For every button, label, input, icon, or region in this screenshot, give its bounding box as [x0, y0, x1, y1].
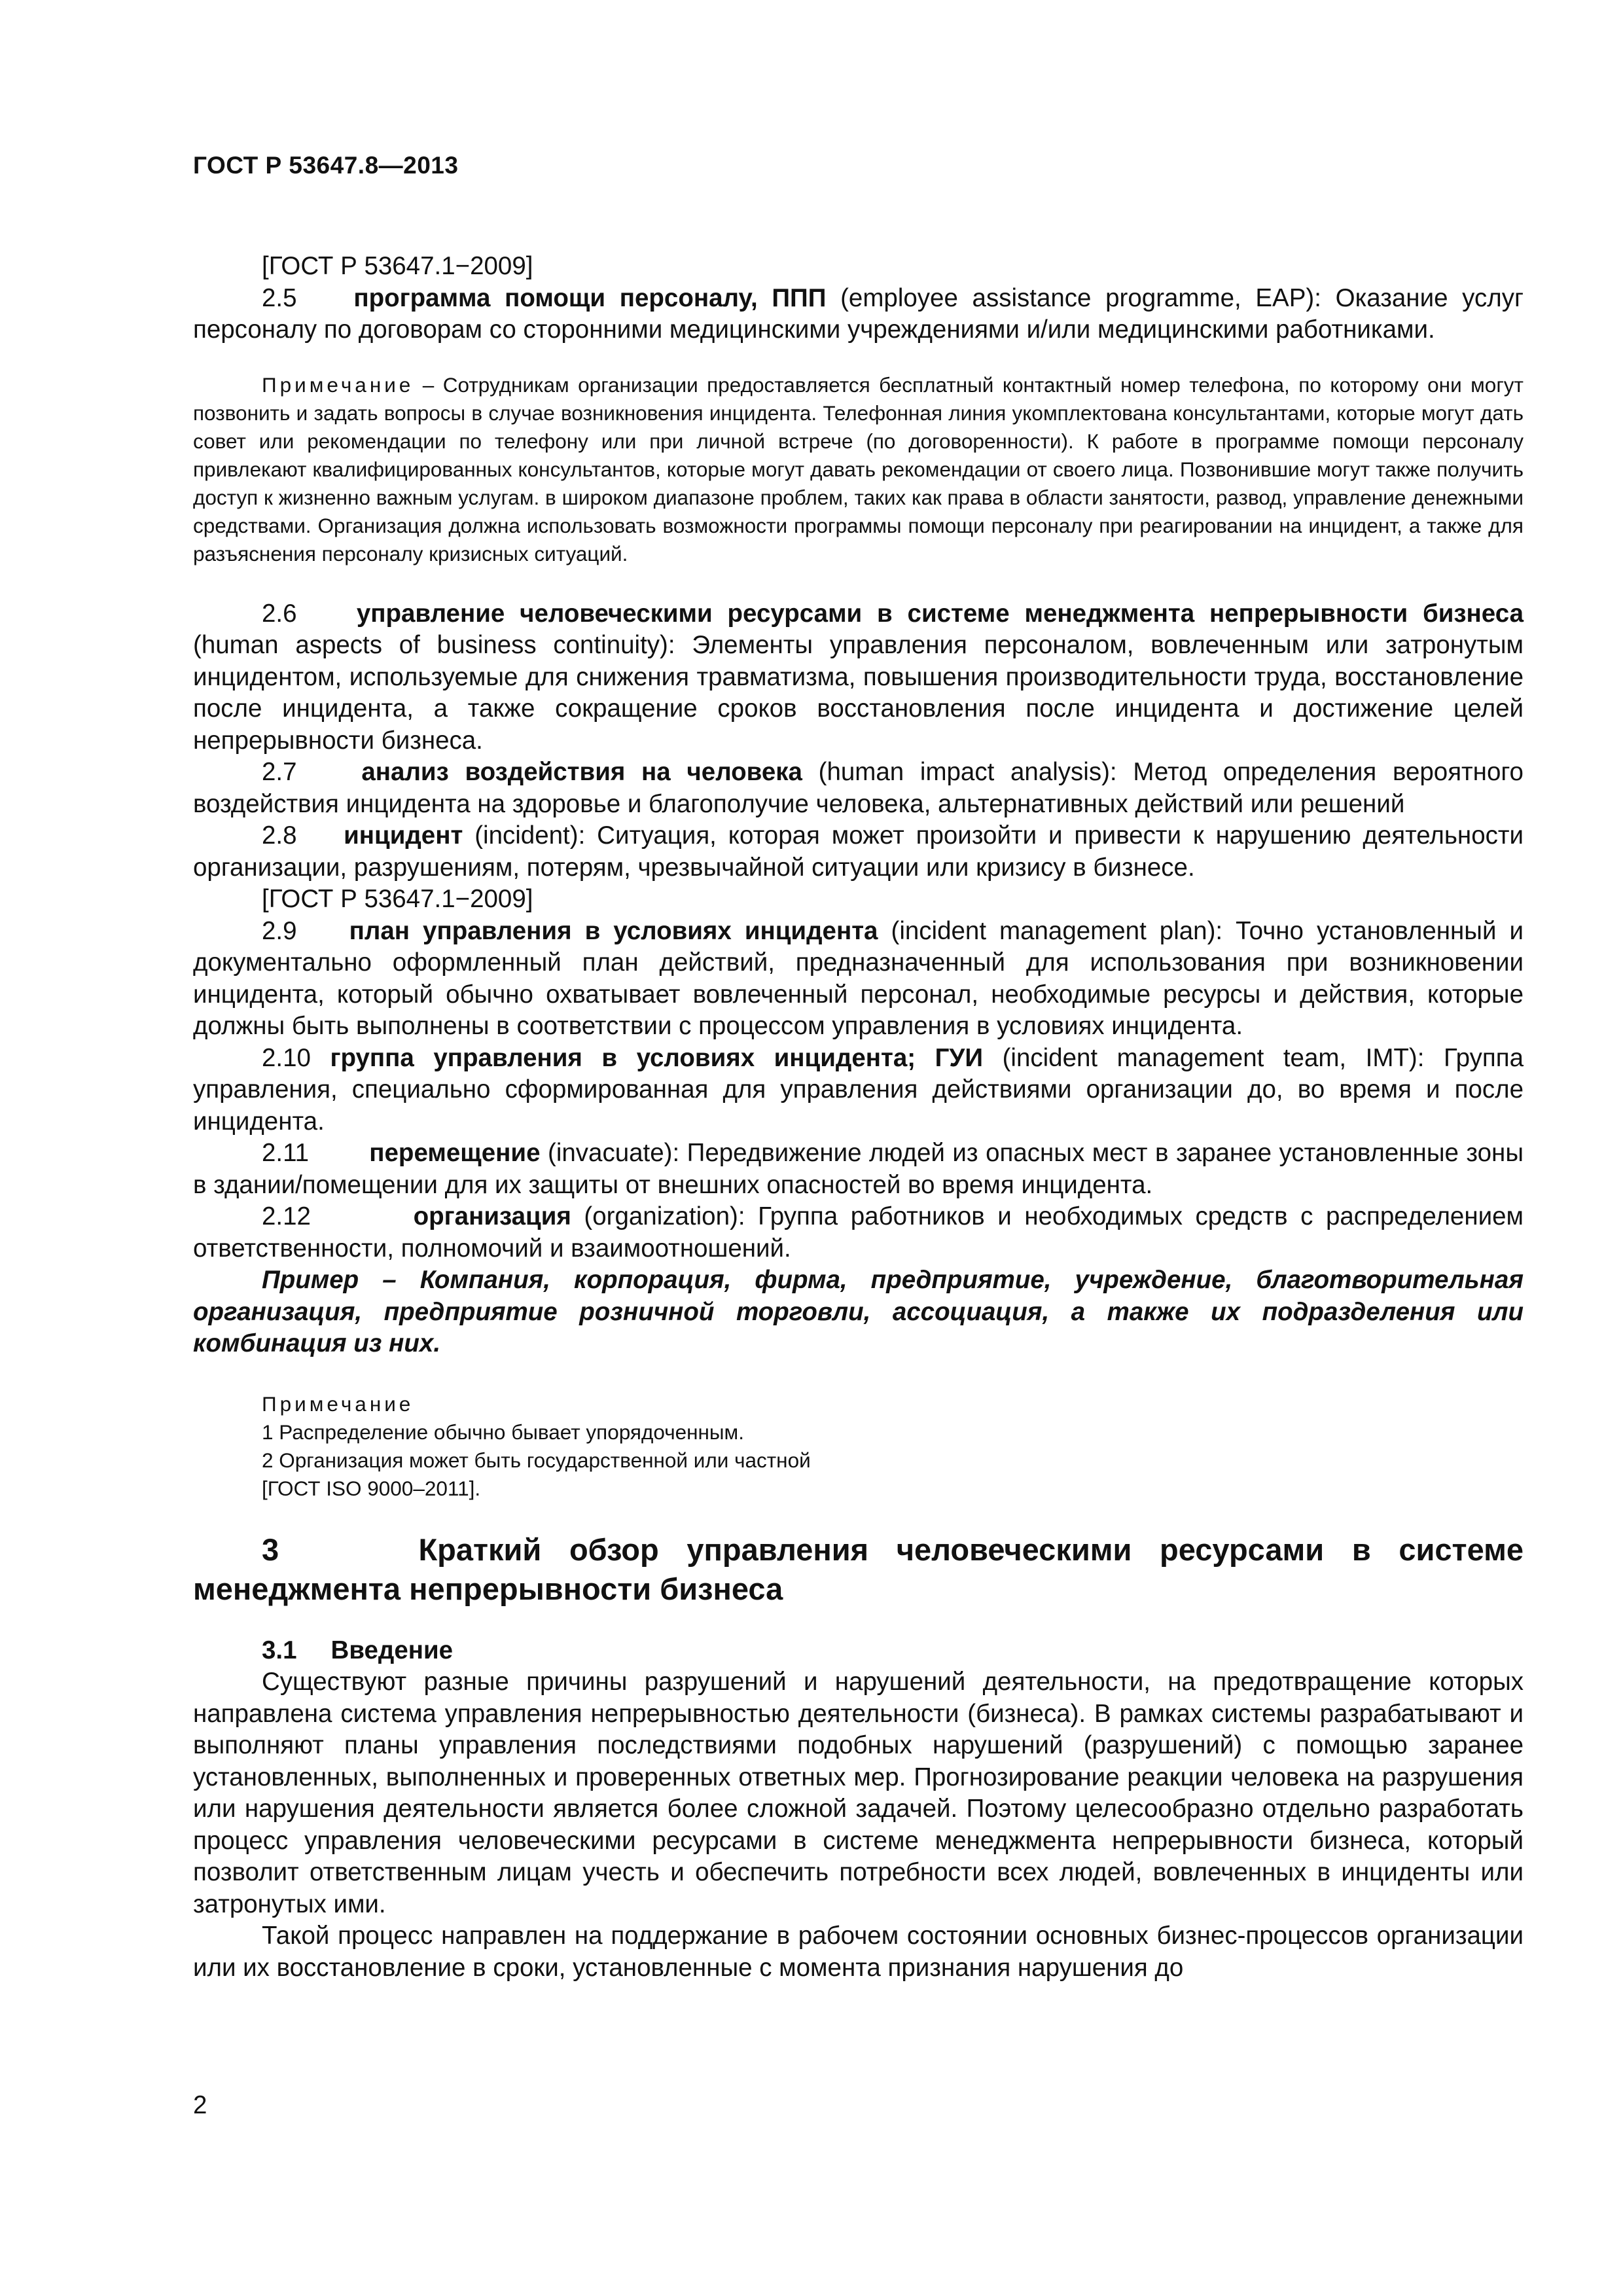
clause-number: 2.7: [262, 758, 297, 786]
definition-2-9: [193, 916, 1524, 1043]
defined-term: управление человеческими ресурсами в системе менеджмента непрерывности бизнеса: [356, 599, 1524, 628]
definition-text: (human aspects of business continuity): Элементы управления персоналом, вовлеченным или затронутым инцидентом, используемые для снижения травматизма, повышения производительности труда, восстановление после инцидента, а также сокращение сроков восстановления после инцидента и достижение целей непрерывности бизнеса.: [193, 631, 1524, 755]
section-3-heading: [193, 1530, 1524, 1609]
reference-citation: [ГОСТ Р 53647.1−2009]: [262, 252, 533, 280]
paragraph-3-1-b: Такой процесс направлен на поддержание в рабочем состоянии основных бизнес-процессов организации или их восстановление в сроки, установленные с момента признания нарушения до: [193, 1922, 1524, 1982]
definition-text: (incident management team, IMT): Группа управления, специально сформированная для управления действиями организации до, во время и после инцидента.: [193, 1043, 1524, 1136]
note-2-5: [193, 371, 1524, 568]
subsection-number: 3.1: [262, 1636, 297, 1664]
note-reference: [ГОСТ ISO 9000–2011].: [262, 1476, 481, 1500]
clause-number: 2.12: [262, 1202, 311, 1230]
page-number: 2: [193, 2091, 207, 2119]
definition-2-6: [193, 598, 1524, 757]
note-text: – Сотрудникам организации предоставляется бесплатный контактный номер телефона, по которому они могут позвонить и задать вопросы в случае возникновения инцидента. Телефонная линия укомплектована консультантами, которые могут дать совет или рекомендации по телефону или при личной встрече (по договоренности). К работе в программе помощи персоналу привлекают квалифицированных консультантов, которые могут давать рекомендации от своего лица. Позвонившие могут также получить доступ к жизненно важным услугам. в широком диапазоне проблем, таких как права в области занятости, развод, управление денежными средствами. Организация должна использовать возможности программы помощи персоналу при реагировании на инцидент, а также для разъяснения персоналу кризисных ситуаций.: [193, 372, 1524, 565]
example-2-12: Пример – Компания, корпорация, фирма, предприятие, учреждение, благотворительная организация, предприятие розничной торговли, ассоциация, а также их подразделения или комбинация из них.: [193, 1266, 1524, 1357]
note-label: Примечание: [262, 372, 414, 397]
note-label: Примечание: [262, 1391, 414, 1416]
clause-number: 2.10: [262, 1043, 311, 1072]
defined-term: инцидент: [344, 821, 463, 850]
paragraph-3-1-a: Существуют разные причины разрушений и нарушений деятельности, на предотвращение которых направлена система управления непрерывностью деятельности (бизнеса). В рамках системы разрабатывают и выполняют планы управления последствиями подобных нарушений (разрушений) с помощью заранее установленных, выполненных и проверенных ответных мер. Прогнозирование реакции человека на разрушения или нарушения деятельности является более сложной задачей. Поэтому целесообразно отдельно разработать процесс управления человеческими ресурсами в системе менеджмента непрерывности бизнеса, который позволит ответственным лицам учесть и обеспечить потребности всех людей, вовлеченных в инциденты или затронутых ими.: [193, 1668, 1524, 1918]
document-body: [193, 251, 1524, 1984]
definition-2-7: [193, 757, 1524, 820]
definition-text: (organization): Группа работников и необходимых средств с распределением ответственности, полномочий и взаимоотношений.: [193, 1202, 1524, 1263]
defined-term: план управления в условиях инцидента: [349, 916, 878, 945]
note-item-1: 1 Распределение обычно бывает упорядоченным.: [262, 1420, 744, 1444]
reference-citation: [ГОСТ Р 53647.1−2009]: [262, 885, 533, 913]
definition-text: (incident management plan): Точно установленный и документально оформленный план действий, предназначенный для использования при возникновении инцидента, который обычно охватывает вовлеченный персонал, необходимые ресурсы и действия, которые должны быть выполнены в соответствии с процессом управления в условиях инцидента.: [193, 916, 1524, 1040]
definition-2-5: [193, 283, 1524, 346]
definition-text: (human impact analysis): Метод определения вероятного воздействия инцидента на здоровье и благополучие человека, альтернативных действий или решений: [193, 758, 1524, 818]
defined-term: программа помощи персоналу, ППП: [353, 283, 827, 312]
defined-term: перемещение: [369, 1139, 541, 1167]
definition-text: (invacuate): Передвижение людей из опасных мест в заранее установленные зоны в здании/помещении для их защиты от внешних опасностей во время инцидента.: [193, 1139, 1524, 1199]
subsection-title: Введение: [330, 1636, 454, 1664]
definition-text: (employee assistance programme, EAP): Оказание услуг персоналу по договорам со сторонними медицинскими учреждениями и/или медицинскими работниками.: [193, 283, 1524, 344]
document-header: ГОСТ Р 53647.8—2013: [193, 152, 459, 179]
note-item-2: 2 Организация может быть государственной или частной: [262, 1448, 811, 1472]
clause-number: 2.9: [262, 916, 297, 945]
clause-number: 2.8: [262, 821, 297, 850]
definition-2-11: [193, 1138, 1524, 1201]
definition-text: (incident): Ситуация, которая может произойти и привести к нарушению деятельности организации, разрушениям, потерям, чрезвычайной ситуации или кризису в бизнесе.: [193, 821, 1524, 882]
defined-term: группа управления в условиях инцидента; ГУИ: [330, 1043, 984, 1072]
clause-number: 2.11: [262, 1139, 310, 1167]
definition-2-12: [193, 1201, 1524, 1265]
definition-2-10: [193, 1043, 1524, 1138]
section-title: Краткий обзор управления человеческими ресурсами в системе менеджмента непрерывности бизнеса: [193, 1532, 1524, 1606]
clause-number: 2.5: [262, 283, 297, 312]
clause-number: 2.6: [262, 599, 297, 628]
definition-2-8: [193, 820, 1524, 884]
note-2-12: [193, 1390, 1524, 1503]
defined-term: организация: [413, 1202, 571, 1230]
defined-term: анализ воздействия на человека: [361, 758, 802, 786]
section-number: 3: [262, 1532, 279, 1567]
subsection-3-1-heading: [193, 1635, 1524, 1667]
